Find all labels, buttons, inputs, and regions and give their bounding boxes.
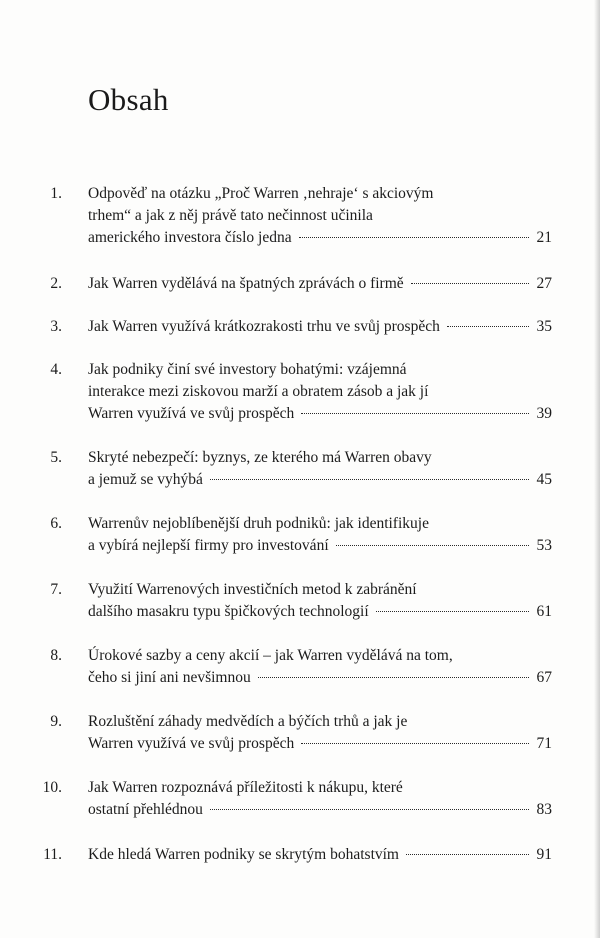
entry-title-line-last bbox=[88, 601, 533, 623]
page-title: Obsah bbox=[88, 82, 169, 117]
entry-title-line-last bbox=[88, 316, 533, 338]
entry-title-text: čeho si jiní ani nevšimnou bbox=[88, 669, 251, 686]
entry-title-line-last bbox=[88, 733, 533, 755]
dot-leader bbox=[210, 809, 529, 810]
entry-title-text: ostatní přehlédnou bbox=[88, 801, 203, 818]
entry-page-number: 21 bbox=[536, 229, 552, 246]
entry-number: 4. bbox=[50, 361, 62, 378]
entry-title-text: a jemuž se vyhýbá bbox=[88, 471, 203, 488]
entry-title bbox=[88, 447, 533, 491]
entry-title-text: dalšího masakru typu špičkových technologií bbox=[88, 603, 369, 620]
entry-number: 1. bbox=[50, 185, 62, 202]
dot-leader bbox=[301, 413, 529, 414]
entry-title-line-last bbox=[88, 799, 533, 821]
entry-title-line-last bbox=[88, 469, 533, 491]
entry-title bbox=[88, 316, 533, 338]
entry-page-number: 83 bbox=[536, 801, 552, 818]
entry-title-text: Jak Warren vydělává na špatných zprávách o firmě bbox=[88, 275, 404, 292]
entry-title-line-last bbox=[88, 403, 533, 425]
entry-title-line: Warrenův nejoblíbenější druh podniků: jak identifikuje bbox=[88, 515, 429, 532]
entry-title-text: Kde hledá Warren podniky se skrytým bohatstvím bbox=[88, 846, 399, 863]
entry-title-text: Jak Warren využívá krátkozrakosti trhu ve svůj prospěch bbox=[88, 318, 440, 335]
entry-title-line: Odpověď na otázku „Proč Warren ‚nehraje‘ s akciovým bbox=[88, 185, 434, 202]
entry-number: 3. bbox=[50, 318, 62, 335]
entry-title bbox=[88, 777, 533, 821]
entry-title bbox=[88, 359, 533, 425]
entry-title-line-last bbox=[88, 667, 533, 689]
entry-page-number: 27 bbox=[536, 275, 552, 292]
entry-title-line: interakce mezi ziskovou marží a obratem zásob a jak jí bbox=[88, 383, 429, 400]
entry-number: 8. bbox=[50, 647, 62, 664]
entry-page-number: 39 bbox=[536, 405, 552, 422]
entry-title-line: Využití Warrenových investičních metod k zabránění bbox=[88, 581, 417, 598]
entry-title-line: Úrokové sazby a ceny akcií – jak Warren vydělává na tom, bbox=[88, 647, 453, 664]
entry-title-line: Jak podniky činí své investory bohatými: vzájemná bbox=[88, 361, 407, 378]
entry-title-text: Warren využívá ve svůj prospěch bbox=[88, 735, 295, 752]
page-edge-shadow bbox=[594, 0, 600, 938]
entry-page-number: 91 bbox=[536, 846, 552, 863]
entry-title bbox=[88, 711, 533, 755]
dot-leader bbox=[376, 611, 529, 612]
entry-title bbox=[88, 513, 533, 557]
entry-title-text: Warren využívá ve svůj prospěch bbox=[88, 405, 295, 422]
entry-title bbox=[88, 579, 533, 623]
entry-page-number: 61 bbox=[536, 603, 552, 620]
entry-title-text: a vybírá nejlepší firmy pro investování bbox=[88, 537, 329, 554]
entry-title-line: trhem“ a jak z něj právě tato nečinnost učinila bbox=[88, 207, 373, 224]
entry-page-number: 53 bbox=[536, 537, 552, 554]
entry-page-number: 45 bbox=[536, 471, 552, 488]
entry-page-number: 35 bbox=[536, 318, 552, 335]
entry-title-line: Jak Warren rozpoznává příležitosti k nákupu, které bbox=[88, 779, 403, 796]
entry-page-number: 71 bbox=[536, 735, 552, 752]
entry-number: 7. bbox=[50, 581, 62, 598]
dot-leader bbox=[301, 743, 529, 744]
dot-leader bbox=[210, 479, 529, 480]
entry-title-line: Skryté nebezpečí: byznys, ze kterého má Warren obavy bbox=[88, 449, 432, 466]
entry-number: 11. bbox=[43, 846, 62, 863]
entry-number: 5. bbox=[50, 449, 62, 466]
entry-title-line-last bbox=[88, 273, 533, 295]
entry-number: 9. bbox=[50, 713, 62, 730]
dot-leader bbox=[406, 854, 529, 855]
entry-number: 10. bbox=[42, 779, 62, 796]
entry-title bbox=[88, 844, 533, 866]
entry-title-line-last bbox=[88, 227, 533, 249]
entry-title bbox=[88, 273, 533, 295]
entry-title-line-last bbox=[88, 844, 533, 866]
dot-leader bbox=[258, 677, 529, 678]
entry-title-text: amerického investora číslo jedna bbox=[88, 229, 292, 246]
entry-title bbox=[88, 645, 533, 689]
entry-number: 6. bbox=[50, 515, 62, 532]
entry-title-line: Rozluštění záhady medvědích a býčích trhů a jak je bbox=[88, 713, 408, 730]
entry-page-number: 67 bbox=[536, 669, 552, 686]
entry-number: 2. bbox=[50, 275, 62, 292]
entry-title bbox=[88, 183, 533, 249]
dot-leader bbox=[299, 237, 529, 238]
entry-title-line-last bbox=[88, 535, 533, 557]
dot-leader bbox=[336, 545, 529, 546]
